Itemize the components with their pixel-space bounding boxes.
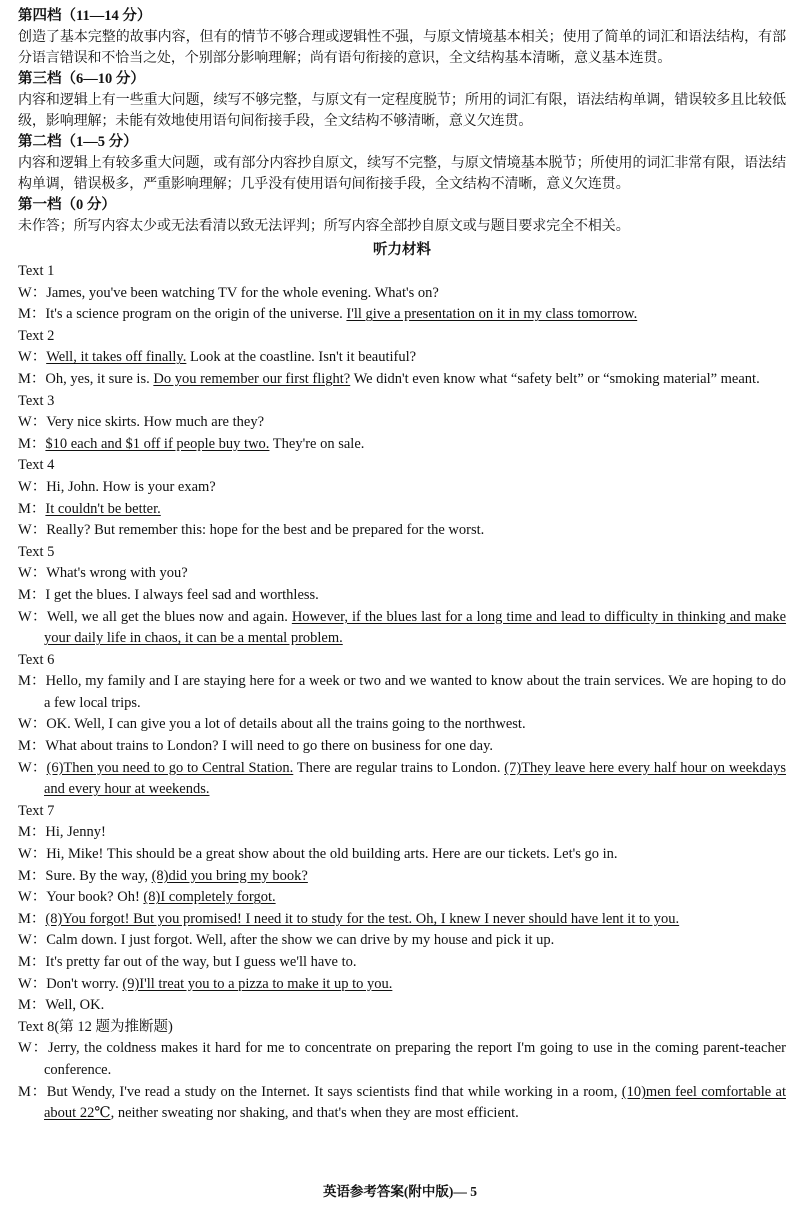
answer-underline: (9)I'll treat you to a pizza to make it up to you. [122, 975, 393, 992]
rubric-level-heading: 第三档（6—10 分） [18, 71, 145, 87]
dialogue-line [18, 607, 786, 650]
dialogue-text: Oh, yes, it sure is. [45, 370, 154, 387]
speaker-colon: ： [31, 284, 47, 301]
speaker-colon: ： [31, 716, 47, 733]
speaker-colon: ： [31, 759, 47, 776]
speaker-colon: ： [31, 349, 47, 366]
dialogue-line [18, 714, 786, 736]
dialogue-line [18, 930, 786, 952]
answer-underline: $10 each and $1 off if people buy two. [45, 435, 270, 452]
dialogue-line [18, 412, 786, 434]
listening-transcripts [18, 261, 786, 1125]
speaker-colon: ： [31, 565, 47, 582]
speaker-colon: ： [31, 846, 47, 863]
dialogue-text: Very nice skirts. How much are they? [46, 414, 265, 431]
dialogue-text: Really? But remember this: hope for the best and be prepared for the worst. [46, 522, 485, 539]
answer-underline: (8)You forgot! But you promised! I need it to study for the test. Oh, I knew I never should have lent it to you. [45, 910, 680, 927]
speaker-label: W [18, 608, 32, 625]
rubric-level-description: 未作答；所写内容太少或无法看清以致无法评判；所写内容全部抄自原文或与题目要求完全不相关。 [18, 219, 630, 234]
dialogue-line [18, 283, 786, 305]
dialogue-line [18, 866, 786, 888]
dialogue-line [18, 1082, 786, 1125]
speaker-label: W [18, 284, 32, 301]
dialogue-text: Calm down. I just forgot. Well, after the show we can drive by my house and pick it up. [46, 932, 555, 949]
speaker-colon: ： [30, 370, 46, 387]
speaker-colon: ： [30, 954, 46, 970]
dialogue-text: What's wrong with you? [46, 565, 188, 582]
dialogue-text: There are regular trains to London. [293, 759, 505, 776]
dialogue-text: Jerry, the coldness makes it hard for me to concentrate on preparing the report I'm going to use in the coming parent-teacher conference. [44, 1040, 786, 1078]
dialogue-line [18, 758, 786, 801]
text-heading: Text 7 [18, 802, 55, 819]
answer-underline: (8)I completely forgot. [143, 889, 276, 906]
dialogue-text: It's a science program on the origin of the universe. [45, 306, 347, 323]
dialogue-line [18, 844, 786, 866]
speaker-label: W [18, 716, 32, 733]
speaker-label: M [18, 997, 31, 1014]
rubric-level-description: 内容和逻辑上有一些重大问题，续写不够完整，与原文有一定程度脱节；所用的词汇有限，语法结构单调，错误较多且比较低级，影响理解；未能有效地使用语句间衔接手段，全文结构不够清晰，意义欠连贯。 [18, 93, 786, 129]
dialogue-text: It's pretty far out of the way, but I guess we'll have to. [45, 954, 357, 970]
speaker-label: M [18, 910, 31, 927]
dialogue-line [18, 520, 786, 542]
speaker-label: W [18, 414, 32, 431]
rubric-level-heading: 第一档（0 分） [18, 197, 116, 213]
dialogue-text: Sure. By the way, [45, 867, 152, 884]
speaker-colon: ： [31, 608, 47, 625]
speaker-label: W [18, 349, 32, 366]
dialogue-line [18, 822, 786, 844]
dialogue-line [18, 369, 786, 391]
answer-underline: It couldn't be better. [45, 500, 161, 517]
speaker-colon: ： [30, 306, 46, 323]
dialogue-line [18, 304, 786, 326]
speaker-colon: ： [30, 500, 46, 517]
speaker-colon: ： [30, 586, 46, 603]
dialogue-text: Well, we all get the blues now and again. [46, 608, 292, 625]
speaker-colon: ： [31, 1040, 48, 1057]
scoring-rubric [18, 6, 786, 237]
speaker-colon: ： [30, 824, 46, 841]
text-heading: Text 6 [18, 651, 55, 668]
speaker-label: M [18, 370, 31, 387]
dialogue-line [18, 887, 786, 909]
dialogue-text: Hi, John. How is your exam? [46, 478, 216, 495]
speaker-label: M [18, 867, 31, 884]
speaker-colon: ： [31, 414, 47, 431]
dialogue-line [18, 347, 786, 369]
speaker-label: M [18, 586, 31, 603]
dialogue-line [18, 434, 786, 456]
dialogue-text: OK. Well, I can give you a lot of details about all the trains going to the northwest. [46, 716, 526, 733]
answer-underline: (6)Then you need to go to Central Station. [46, 759, 294, 776]
dialogue-line [18, 952, 786, 974]
speaker-label: W [18, 846, 32, 863]
answer-underline: Well, it takes off finally. [46, 349, 187, 366]
speaker-label: W [18, 975, 32, 992]
speaker-label: M [18, 824, 31, 841]
dialogue-text: Hi, Jenny! [45, 824, 106, 841]
speaker-label: W [18, 478, 32, 495]
dialogue-line [18, 585, 786, 607]
speaker-label: M [18, 435, 31, 452]
speaker-label: W [18, 522, 32, 539]
speaker-label: M [18, 306, 31, 323]
speaker-label: M [18, 1083, 31, 1100]
dialogue-text: What about trains to London? I will need to go there on business for one day. [45, 738, 494, 755]
rubric-level-heading: 第二档（1—5 分） [18, 134, 138, 150]
dialogue-line [18, 974, 786, 996]
dialogue-text: , neither sweating nor shaking, and that's when they are most efficient. [110, 1105, 519, 1122]
speaker-label: W [18, 1040, 32, 1057]
dialogue-line [18, 671, 786, 714]
page-footer: 英语参考答案(附中版)— 5 [322, 1184, 478, 1199]
section-title: 听力材料 [373, 242, 431, 258]
dialogue-line [18, 563, 786, 585]
dialogue-line [18, 736, 786, 758]
text-heading: Text 8(第 12 题为推断题) [18, 1018, 173, 1035]
speaker-colon: ： [31, 522, 47, 539]
speaker-colon: ： [30, 867, 46, 884]
speaker-colon: ： [30, 435, 46, 452]
answer-underline: (10)men feel comfortable at about 22℃ [44, 1083, 786, 1122]
dialogue-text: James, you've been watching TV for the whole evening. What's on? [46, 284, 439, 301]
rubric-level-description: 创造了基本完整的故事内容，但有的情节不够合理或逻辑性不强，与原文情境基本相关；使用了简单的词汇和语法结构，有部分语言错误和不恰当之处，个别部分影响理解；尚有语句衔接的意识，全文结构基本清晰，意义基本连贯。 [18, 30, 786, 66]
dialogue-text: Hi, Mike! This should be a great show about the old building arts. Here are our tickets. Let's go in. [46, 846, 618, 863]
speaker-label: W [18, 759, 32, 776]
speaker-colon: ： [31, 932, 47, 949]
text-heading: Text 2 [18, 327, 55, 344]
rubric-level-description: 内容和逻辑上有较多重大问题，或有部分内容抄自原文，续写不完整，与原文情境基本脱节；所使用的词汇非常有限，语法结构单调，错误极多，严重影响理解；几乎没有使用语句间衔接手段，全文结构不清晰，意义欠连贯。 [18, 156, 786, 192]
speaker-label: W [18, 565, 32, 582]
answer-underline: However, if the blues last for a long time and lead to difficulty in thinking and make your daily life in chaos, it can be a mental problem. [44, 608, 787, 647]
text-heading: Text 5 [18, 543, 55, 560]
speaker-colon: ： [30, 997, 46, 1014]
speaker-colon: ： [30, 738, 46, 755]
speaker-colon: ： [31, 975, 47, 992]
rubric-level-heading: 第四档（11—14 分） [18, 8, 152, 24]
text-heading: Text 4 [18, 457, 55, 474]
speaker-label: M [18, 954, 31, 970]
answer-underline: I'll give a presentation on it in my class tomorrow. [346, 306, 638, 323]
dialogue-text: I get the blues. I always feel sad and worthless. [45, 586, 319, 603]
dialogue-line [18, 499, 786, 521]
speaker-colon: ： [31, 478, 47, 495]
dialogue-line [18, 1038, 786, 1081]
answer-underline: (7)They leave here every half hour on weekdays and every hour at weekends. [44, 759, 787, 798]
dialogue-text: Your book? Oh! [46, 889, 144, 906]
dialogue-line [18, 909, 786, 931]
speaker-label: W [18, 889, 32, 906]
dialogue-text: Look at the coastline. Isn't it beautiful? [186, 349, 417, 366]
dialogue-line [18, 477, 786, 499]
dialogue-text: They're on sale. [269, 435, 365, 452]
dialogue-text: Don't worry. [46, 975, 123, 992]
speaker-colon: ： [30, 673, 46, 690]
speaker-colon: ： [30, 1083, 47, 1100]
dialogue-text: Well, OK. [45, 997, 105, 1014]
speaker-label: M [18, 738, 31, 755]
text-heading: Text 3 [18, 392, 55, 409]
speaker-colon: ： [31, 889, 47, 906]
text-heading: Text 1 [18, 263, 55, 279]
dialogue-text: Hello, my family and I are staying here for a week or two and we wanted to know about the train services. We are hoping to do a few local trips. [44, 673, 787, 711]
speaker-label: M [18, 500, 31, 517]
speaker-label: M [18, 673, 31, 690]
dialogue-line [18, 995, 786, 1017]
answer-underline: Do you remember our first flight? [153, 370, 351, 387]
speaker-colon: ： [30, 910, 46, 927]
speaker-label: W [18, 932, 32, 949]
answer-underline: (8)did you bring my book? [151, 867, 308, 884]
dialogue-text: We didn't even know what “safety belt” or “smoking material” meant. [350, 370, 760, 387]
dialogue-text: But Wendy, I've read a study on the Internet. It says scientists find that while working in a room, [46, 1083, 622, 1100]
